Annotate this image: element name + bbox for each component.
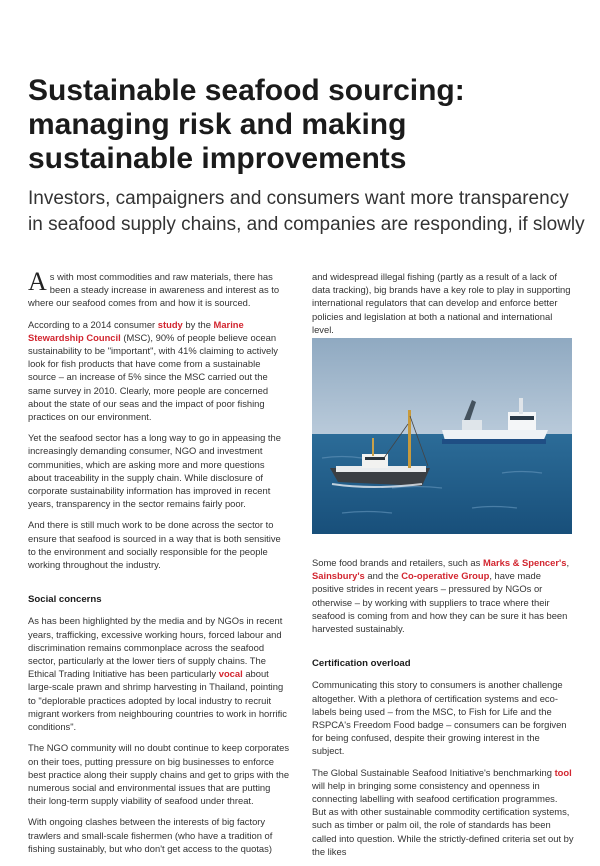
- cooperative-group-link[interactable]: Co-operative Group: [401, 570, 490, 582]
- article-title: Sustainable seafood sourcing: managing risk and making sustainable improvements: [28, 74, 465, 175]
- certification-heading: Certification overload: [312, 658, 411, 670]
- regulators-paragraph: and widespread illegal fishing (partly as a result of a lack of data tracking), big brands have a key role to play in supporting international regulators that can develop and enforce better policies and legislation at both a national and international level.: [312, 271, 571, 335]
- right-column-bottom: [312, 556, 574, 866]
- vocal-link[interactable]: vocal: [218, 668, 243, 680]
- msc-link[interactable]: Marine Stewardship Council: [28, 318, 244, 343]
- benchmarking-paragraph: The Global Sustainable Seafood Initiative's benchmarking tool will help in bringing some consistency and openness in connecting labelling with seafood certification programmes. But as with other sustainable commodity certification systems, such as timber or palm oil, the role of standards has been called into question. While the strictly-defined criteria set out by the likes: [312, 766, 574, 857]
- sainsburys-link[interactable]: Sainsbury's: [312, 570, 365, 582]
- right-column-top: [312, 270, 574, 344]
- study-link[interactable]: study: [157, 318, 183, 330]
- intro-paragraph: As with most commodities and raw materials, there has been a steady increase in awareness and interest as to where our seafood comes from and how it is sourced.: [28, 267, 280, 309]
- ngo-paragraph: The NGO community will no doubt continue to keep corporates on their toes, putting pressure on big businesses to enforce best practice along their supply chains and get to grips with the numerous social and environmental issues that are putting their long-term supply viability of seafood under threat.: [28, 742, 290, 807]
- left-column: [28, 267, 290, 863]
- marks-spencer-link[interactable]: Marks & Spencer's: [482, 557, 567, 568]
- social-concerns-heading: Social concerns: [28, 594, 102, 606]
- fishing-boats-photo: [312, 338, 572, 534]
- labour-paragraph: As has been highlighted by the media and by NGOs in recent years, trafficking, excessive working hours, forced labour and discrimination remains commonplace across the seafood sector, particularly at the lower tiers of supply chains. The Ethical Trading Initiative has been particularly vocal about large-scale prawn and shrimp harvesting in Thailand, pointing to "deplorable practices adopted by local industry to recruit migrant workers from neighbouring countries to work in horrific conditions".: [28, 615, 287, 733]
- sourcing-paragraph: And there is still much work to be done across the sector to ensure that seafood is sourced in a way that is both sensitive to the environment and socially responsible for the people working throughout the industry.: [28, 519, 281, 571]
- certification-paragraph: Communicating this story to consumers is another challenge altogether. With a plethora of certification systems and eco-labels being used – from the MSC, to Fish for Life and the RSPCA's Freedom Food badge – consumers can be forgiven for being confused, despite their growing interest in the subject.: [312, 679, 567, 757]
- traceability-paragraph: Yet the seafood sector has a long way to go in appeasing the increasingly demanding consumer, NGO and investment communities, which are asking more and more questions about traceability in the supply chain. While disclosure of corporate sustainability information has improved in recent years, transparency in the sector remains fairly poor.: [28, 432, 281, 510]
- brands-paragraph: Some food brands and retailers, such as Marks & Spencer's, Sainsbury's and the Co-operative Group, have made positive strides in recent years – pressured by NGOs or otherwise – by working with suppliers to trace where their seafood is coming from and how they can be sure it has been harvested sustainably.: [312, 557, 570, 635]
- article-subtitle: Investors, campaigners and consumers want more transparency in seafood supply chains, and companies are responding, if slowly: [28, 188, 585, 235]
- tool-link[interactable]: tool: [554, 766, 572, 778]
- drop-cap: A: [28, 267, 47, 296]
- trawlers-paragraph: With ongoing clashes between the interests of big factory trawlers and small-scale fishermen (who have a tradition of fishing sustainably, but who don't get access to the quotas): [28, 816, 273, 854]
- study-paragraph: According to a 2014 consumer study by the Marine Stewardship Council (MSC), 90% of people believe ocean sustainability to be "important", with 41% claiming to actively look for fish products that have come from a sustainable source – an increase of 5% since the MSC carried out the same survey in 2010. Clearly, more people are concerned about the state of our seas and the impact of poor fishing practices on our environment.: [28, 318, 278, 423]
